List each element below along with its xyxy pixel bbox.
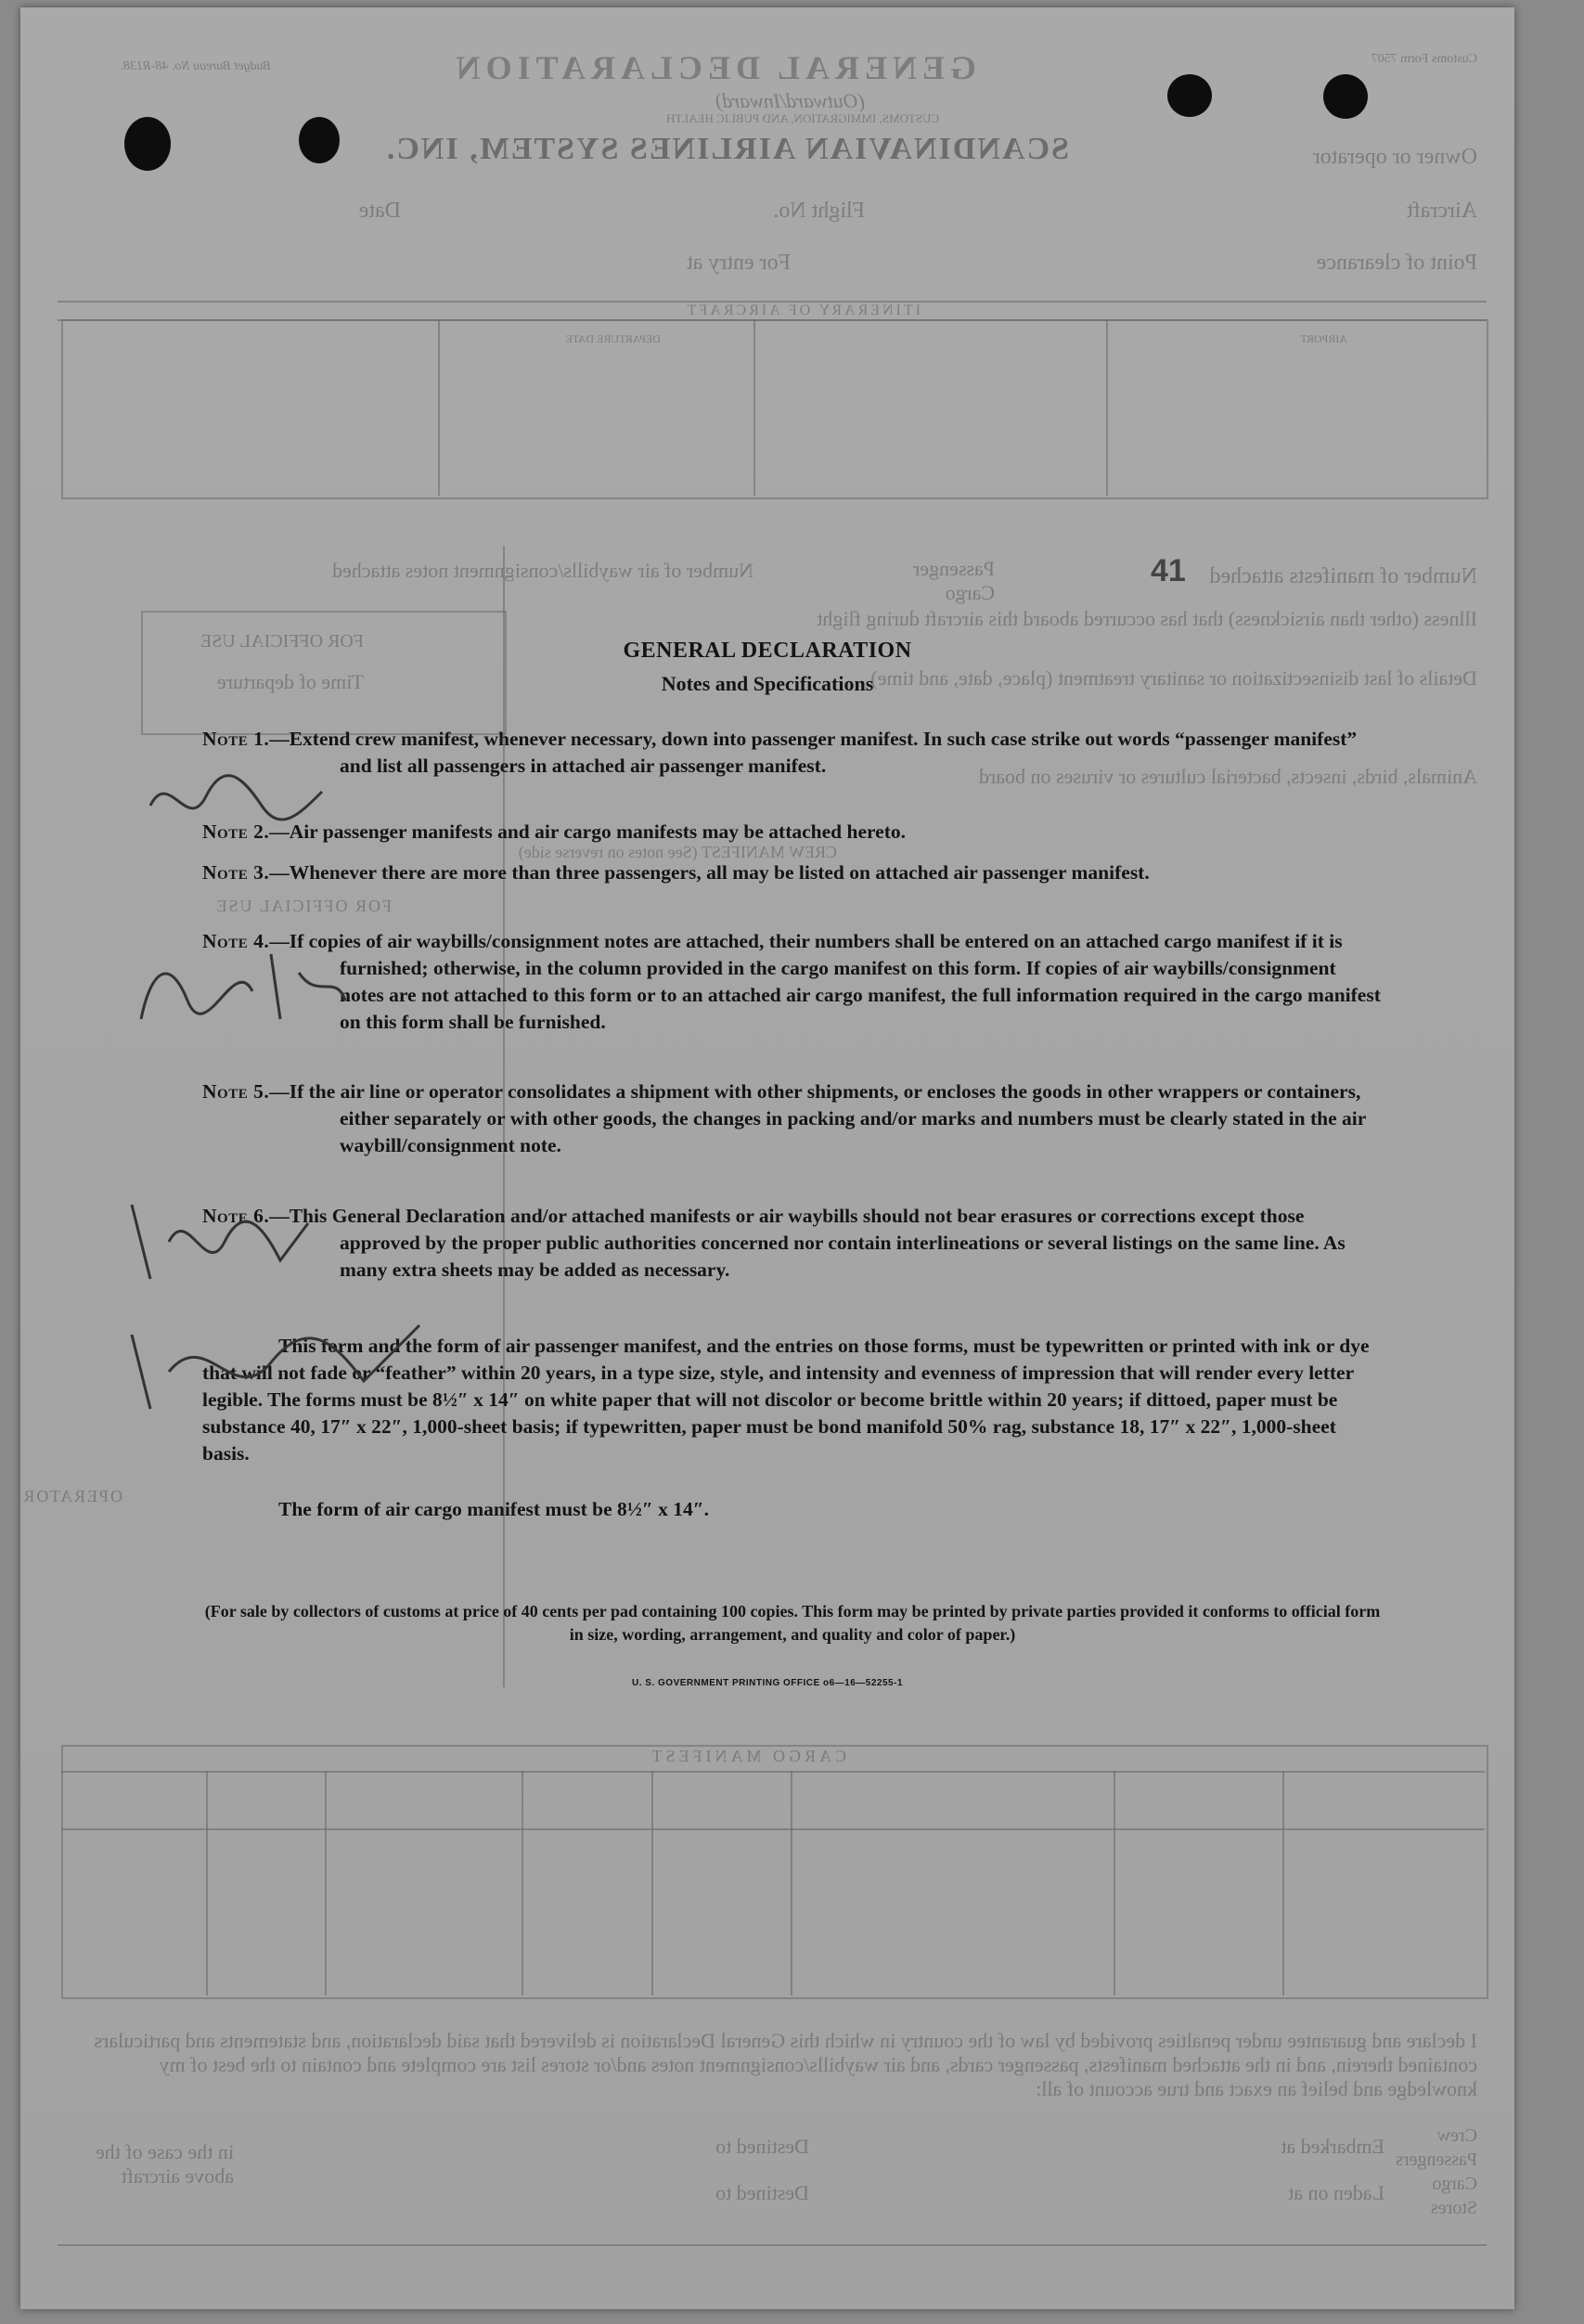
ghost-passenger-label: Passenger [913, 557, 995, 580]
ghost-operator-caps: OPERATOR [21, 1487, 122, 1505]
ghost-illness-label: Illness (other than airsickness) that has occurred aboard this aircraft during flight [817, 607, 1477, 630]
page-title: GENERAL DECLARATION [623, 639, 912, 663]
ghost-cargo: Cargo [1432, 2174, 1477, 2194]
ghost-form-no: Customs Form 7507 [1371, 52, 1477, 66]
specification-paragraph-last: The form of air cargo manifest must be 8½″ x 14″. [278, 1498, 710, 1520]
ghost-destined-to-2: Destined to [715, 2181, 809, 2204]
ghost-entry-label: For entry at [687, 251, 791, 275]
ghost-crew-manifest: CREW MANIFEST (See notes on reverse side) [518, 843, 837, 861]
ghost-flight-label: Flight No. [773, 199, 865, 223]
ghost-agency: CUSTOMS, IMMIGRATION, AND PUBLIC HEALTH [666, 111, 939, 125]
ghost-destined-to-1: Destined to [715, 2135, 809, 2158]
ghost-operator: SCANDINAVIAN AIRLINES SYSTEM, INC. [384, 132, 1069, 166]
ghost-animals-label: Animals, birds, insects, bacterial cultures or viruses on board [978, 765, 1477, 788]
ghost-owner-label: Owner or operator [1312, 145, 1477, 169]
printer-imprint: U. S. GOVERNMENT PRINTING OFFICE o6—16—52255-1 [632, 1678, 903, 1688]
note-6-label: Note 6. [202, 1205, 270, 1227]
handwritten-mark-4 [113, 1307, 447, 1418]
note-6-text: —This General Declaration and/or attached manifests or air waybills should not bear erasures or corrections except those approved by the proper public authorities concerned nor contain interlineations or several listings on the same line. As many extra sheets may be added as necessary. [269, 1205, 1346, 1281]
ghost-cargo-manifest: CARGO MANIFEST [648, 1747, 846, 1765]
handwritten-mark-2 [113, 917, 354, 1047]
ghost-laden-on-at: Laden on at [1288, 2181, 1384, 2204]
page-subtitle: Notes and Specifications [661, 672, 874, 695]
note-2-label: Note 2. [202, 820, 270, 843]
ghost-subtitle: (Outward/Inward) [715, 89, 865, 112]
note-5-text: —If the air line or operator consolidates a shipment with other shipments, or encloses the goods in other wrappers or containers, either separately or with other goods, the changes in packing and/or marks and numbers must be clearly stated in the air waybill/consignment note. [269, 1080, 1366, 1156]
handwritten-mark-1 [132, 750, 336, 852]
note-5 [202, 1078, 1383, 1159]
ghost-manifests-label: Number of manifests attached [1209, 564, 1477, 588]
handwritten-mark-3 [113, 1186, 327, 1298]
sale-note: (For sale by collectors of customs at price of 40 cents per pad containing 100 copies. This form may be printed by private parties provided it conforms to official form in size, wording, arrangement, and quality and color of paper.) [204, 1602, 1381, 1644]
ghost-cargo-label: Cargo [945, 581, 995, 604]
note-2-text: —Air passenger manifests and air cargo manifests may be attached hereto. [269, 820, 906, 843]
ghost-case-note: in the case of the above aircraft [95, 2140, 234, 2188]
stamp-number: 41 [1151, 553, 1186, 588]
ghost-official-use-caps: FOR OFFICIAL USE [214, 897, 392, 915]
note-1-label: Note 1. [202, 728, 270, 750]
ghost-crew: Crew [1436, 2125, 1477, 2146]
ghost-departure-col: DEPARTURE DATE [565, 332, 661, 345]
note-4-text: —If copies of air waybills/consignment notes are attached, their numbers shall be entered on an attached cargo manifest if it is furnished; otherwise, in the column provided in the cargo manifest on this form. If copies of air waybills/consignment notes are not attached to this form or to an attached air cargo manifest, the full information required in the cargo manifest on this form shall be furnished. [269, 930, 1381, 1033]
ghost-waybills-label: Number of air waybills/consignment notes attached [332, 559, 753, 582]
note-5-label: Note 5. [202, 1080, 270, 1103]
ghost-stores: Stores [1431, 2198, 1477, 2218]
ghost-airport-col: AIRPORT [1300, 332, 1347, 345]
note-4 [202, 928, 1383, 1036]
ghost-declaration: I declare and guarantee under penalties provided by law of the country in which this General Declaration is delivered that said declaration, and statements and particulars contained therein, and in the attached manifests, passenger cards, and air waybills/consignment notes and/or stores list are complete and contain to the best of my knowledge and belief an exact and true account of all: [94, 2029, 1477, 2100]
note-2 [202, 819, 1383, 846]
note-3 [202, 859, 1383, 886]
note-1 [202, 726, 1383, 780]
ghost-date-label: Date [358, 199, 401, 223]
front-content [20, 7, 1514, 2309]
ghost-official-use: FOR OFFICIAL USE [200, 631, 364, 652]
note-3-text: —Whenever there are more than three passengers, all may be listed on attached air passenger manifest. [269, 861, 1150, 884]
ghost-embarked-at: Embarked at [1281, 2135, 1384, 2158]
ghost-aircraft-label: Aircraft [1407, 199, 1477, 223]
note-3-label: Note 3. [202, 861, 270, 884]
ghost-itinerary: ITINERARY OF AIRCRAFT [684, 303, 921, 318]
ghost-clearance-label: Point of clearance [1316, 251, 1477, 275]
ghost-departure-time: Time of departure [216, 670, 364, 693]
ghost-passengers: Passengers [1396, 2150, 1477, 2170]
note-6 [202, 1203, 1383, 1284]
ghost-disinsect-label: Details of last disinsectization or sanitary treatment (place, date, and time) [870, 666, 1477, 690]
document-sheet [20, 7, 1514, 2309]
note-4-label: Note 4. [202, 930, 270, 952]
ghost-title: GENERAL DECLARATION [450, 49, 976, 86]
note-1-text: —Extend crew manifest, whenever necessary, down into passenger manifest. In such case strike out words “passenger manifest” and list all passengers in attached air passenger manifest. [269, 728, 1358, 777]
specification-paragraph: This form and the form of air passenger manifest, and the entries on those forms, must be typewritten or printed with ink or dye that will not fade or “feather” within 20 years, in a type size, style, and intensity and evenness of impression that will render every letter legible. The forms must be 8½″ x 14″ on white paper that will not discolor or become brittle within 20 years; if dittoed, paper must be substance 40, 17″ x 22″, 1,000-sheet basis; if typewritten, paper must be bond manifold 50% rag, substance 18, 17″ x 22″, 1,000-sheet basis. [202, 1335, 1370, 1465]
ghost-bureau: Budget Bureau No. 48-R138. [120, 59, 271, 73]
